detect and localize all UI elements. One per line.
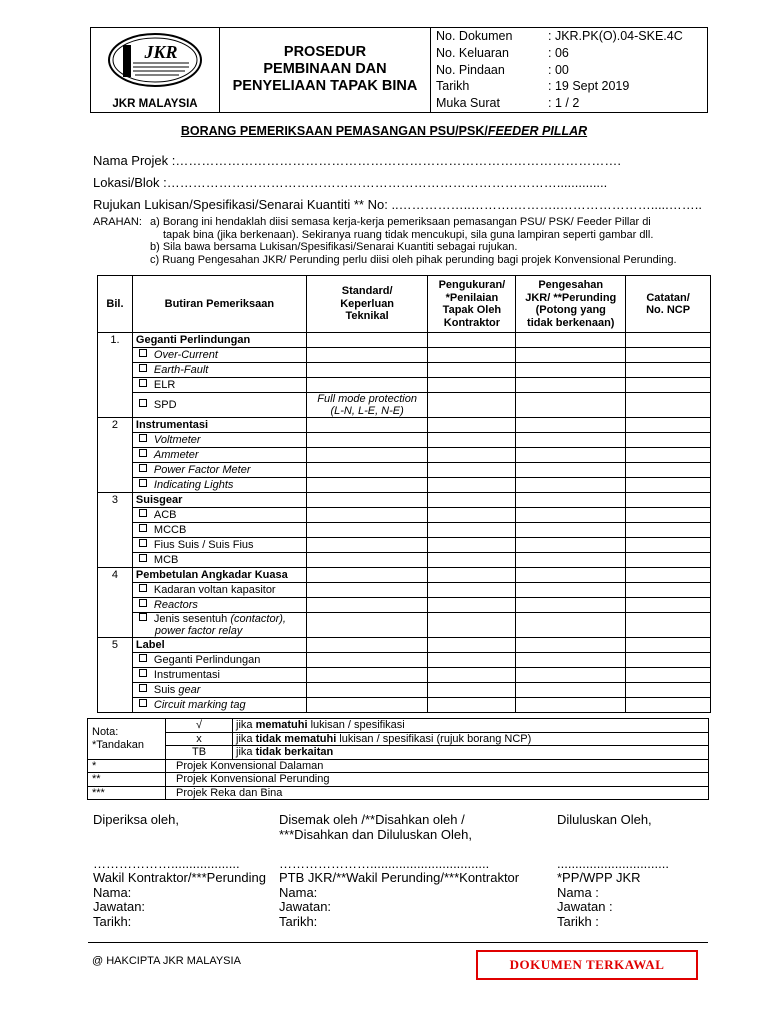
star-symbol: ** bbox=[88, 773, 166, 787]
entry-cell[interactable] bbox=[428, 583, 516, 598]
entry-cell[interactable] bbox=[306, 418, 428, 433]
item-text: Reactors bbox=[153, 599, 198, 611]
entry-cell[interactable] bbox=[428, 613, 516, 638]
checkbox-icon[interactable] bbox=[139, 539, 147, 547]
entry-cell[interactable] bbox=[428, 333, 516, 348]
signature-block-pp: Diluluskan Oleh, ............................... *PP/WPP JKR Nama : Jawatan : Tarikh : bbox=[557, 812, 669, 929]
item-row bbox=[98, 538, 711, 553]
meta-row: No. Keluaran : 06 bbox=[436, 45, 569, 60]
standard-cell[interactable] bbox=[306, 523, 428, 538]
entry-cell[interactable] bbox=[626, 463, 711, 478]
document-meta bbox=[431, 28, 708, 113]
entry-cell[interactable] bbox=[428, 508, 516, 523]
col-catatan: Catatan/ No. NCP bbox=[626, 276, 711, 333]
item-row bbox=[98, 523, 711, 538]
entry-cell[interactable] bbox=[428, 668, 516, 683]
instruction-item: a) Borang ini hendaklah diisi semasa kerja-kerja pemeriksaan pemasangan PSU/ PSK/ Feeder Pillar di bbox=[150, 216, 651, 228]
meta-row: No. Dokumen : JKR.PK(O).04-SKE.4C bbox=[436, 29, 683, 43]
item-row bbox=[98, 478, 711, 493]
item-label[interactable] bbox=[132, 508, 306, 523]
checkbox-icon[interactable] bbox=[139, 654, 147, 662]
group-row bbox=[98, 493, 711, 508]
standard-text: Full mode protection bbox=[317, 393, 417, 405]
item-text: Circuit marking tag bbox=[153, 699, 246, 711]
item-row bbox=[98, 348, 711, 363]
entry-cell[interactable] bbox=[516, 448, 626, 463]
entry-cell[interactable] bbox=[516, 348, 626, 363]
item-text: Geganti Perlindungan bbox=[153, 654, 261, 666]
checkbox-icon[interactable] bbox=[139, 399, 147, 407]
standard-cell[interactable] bbox=[306, 508, 428, 523]
item-text: ACB bbox=[153, 509, 177, 521]
item-label[interactable] bbox=[132, 378, 306, 393]
item-text: Over-Current bbox=[153, 349, 218, 361]
entry-cell[interactable] bbox=[428, 433, 516, 448]
mark-symbol: √ bbox=[166, 719, 233, 733]
col-pengesahan: Pengesahan JKR/ **Perunding (Potong yang tidak berkenaan) bbox=[516, 276, 626, 333]
instruction-item: b) Sila bawa bersama Lukisan/Spesifikasi/Senarai Kuantiti sebagai rujukan. bbox=[150, 241, 518, 253]
standard-cell[interactable] bbox=[306, 378, 428, 393]
standard-cell[interactable] bbox=[306, 668, 428, 683]
entry-cell[interactable] bbox=[428, 538, 516, 553]
mark-desc: jika tidak mematuhi lukisan / spesifikasi (rujuk borang NCP) bbox=[233, 732, 709, 746]
field-nama-projek[interactable]: Nama Projek :…………………………………………………………………………………………. bbox=[93, 153, 621, 168]
entry-cell[interactable] bbox=[306, 638, 428, 653]
entry-cell[interactable] bbox=[626, 553, 711, 568]
nota-table bbox=[87, 718, 709, 800]
standard-cell[interactable] bbox=[306, 698, 428, 713]
item-text: ELR bbox=[153, 379, 176, 391]
signature-nama[interactable]: Nama: bbox=[279, 884, 318, 900]
group-number: 1. bbox=[98, 333, 133, 418]
checkbox-icon[interactable] bbox=[139, 613, 147, 621]
star-symbol: * bbox=[88, 759, 166, 773]
item-row bbox=[98, 683, 711, 698]
entry-cell[interactable] bbox=[516, 508, 626, 523]
entry-cell[interactable] bbox=[626, 668, 711, 683]
title-line: PROSEDUR bbox=[283, 44, 367, 61]
instruction-item: tapak bina (jika berkenaan). Sekiranya ruang tidak mencukupi, sila guna lampiran seperti gambar dll. bbox=[163, 228, 654, 241]
item-text: SPD bbox=[153, 399, 177, 411]
col-pengukuran: Pengukuran/ *Penilaian Tapak Oleh Kontraktor bbox=[428, 276, 516, 333]
signature-line[interactable]: ............................... bbox=[557, 855, 669, 871]
group-title: Pembetulan Angkadar Kuasa bbox=[132, 568, 306, 583]
entry-cell[interactable] bbox=[626, 613, 711, 638]
checkbox-icon[interactable] bbox=[139, 449, 147, 457]
item-text-tail: gear bbox=[178, 684, 201, 696]
entry-cell[interactable] bbox=[626, 638, 711, 653]
item-text: Indicating Lights bbox=[153, 479, 234, 491]
field-rujukan[interactable]: Rujukan Lukisan/Spesifikasi/Senarai Kuantiti ** No: ..……………..……….………..………………….....…….. bbox=[93, 197, 703, 212]
entry-cell[interactable] bbox=[626, 583, 711, 598]
group-title: Suisgear bbox=[132, 493, 306, 508]
entry-cell[interactable] bbox=[428, 448, 516, 463]
item-label[interactable] bbox=[132, 583, 306, 598]
mark-symbol: TB bbox=[166, 746, 233, 760]
entry-cell[interactable] bbox=[626, 523, 711, 538]
standard-cell[interactable] bbox=[306, 553, 428, 568]
title-line: PEMBINAAN DAN bbox=[263, 61, 387, 78]
item-text: Ammeter bbox=[153, 449, 199, 461]
item-text: MCB bbox=[153, 554, 179, 566]
item-text: Fius Suis / Suis Fius bbox=[153, 539, 254, 551]
col-standard: Standard/ Keperluan Teknikal bbox=[306, 276, 428, 333]
item-row bbox=[98, 553, 711, 568]
star-symbol: *** bbox=[88, 786, 166, 800]
checkbox-icon[interactable] bbox=[139, 684, 147, 692]
entry-cell[interactable] bbox=[516, 523, 626, 538]
entry-cell[interactable] bbox=[516, 433, 626, 448]
checkbox-icon[interactable] bbox=[139, 699, 147, 707]
item-text bbox=[154, 613, 286, 625]
org-name: JKR MALAYSIA bbox=[112, 97, 198, 110]
standard-cell[interactable] bbox=[306, 393, 428, 418]
item-row bbox=[98, 393, 711, 418]
item-label[interactable] bbox=[132, 348, 306, 363]
entry-cell[interactable] bbox=[626, 568, 711, 583]
item-row bbox=[98, 448, 711, 463]
item-row bbox=[98, 653, 711, 668]
checkbox-icon[interactable] bbox=[139, 669, 147, 677]
entry-cell[interactable] bbox=[428, 553, 516, 568]
item-label[interactable] bbox=[132, 683, 306, 698]
entry-cell[interactable] bbox=[428, 478, 516, 493]
item-row bbox=[98, 363, 711, 378]
item-label[interactable] bbox=[132, 653, 306, 668]
entry-cell[interactable] bbox=[626, 598, 711, 613]
entry-cell[interactable] bbox=[516, 363, 626, 378]
signature-line[interactable]: ………………................... bbox=[93, 855, 240, 871]
item-label[interactable] bbox=[132, 478, 306, 493]
title-line: PENYELIAAN TAPAK BINA bbox=[232, 78, 418, 95]
jkr-logo-icon bbox=[105, 32, 205, 92]
group-title: Geganti Perlindungan bbox=[132, 333, 306, 348]
entry-cell[interactable] bbox=[626, 538, 711, 553]
item-row bbox=[98, 378, 711, 393]
entry-cell[interactable] bbox=[306, 333, 428, 348]
item-row bbox=[98, 463, 711, 478]
entry-cell[interactable] bbox=[428, 568, 516, 583]
item-label[interactable] bbox=[132, 433, 306, 448]
signature-block-kontraktor: Diperiksa oleh, ………………................... Wakil Kontraktor/***Perunding Nama: Jawatan: Tarikh: bbox=[93, 812, 266, 929]
item-label[interactable] bbox=[132, 538, 306, 553]
entry-cell[interactable] bbox=[428, 463, 516, 478]
procedure-title bbox=[220, 28, 431, 113]
item-text: Power Factor Meter bbox=[153, 464, 251, 476]
copyright: @ HAKCIPTA JKR MALAYSIA bbox=[92, 955, 241, 967]
item-label[interactable] bbox=[132, 523, 306, 538]
entry-cell[interactable] bbox=[516, 393, 626, 418]
signature-nama[interactable]: Nama: bbox=[93, 884, 132, 900]
checkbox-icon[interactable] bbox=[139, 434, 147, 442]
signature-tarikh[interactable]: Tarikh: bbox=[93, 913, 132, 929]
signature-tarikh[interactable]: Tarikh: bbox=[279, 913, 318, 929]
meta-row: Muka Surat : 1 / 2 bbox=[436, 96, 580, 111]
footer-divider bbox=[88, 942, 708, 943]
entry-cell[interactable] bbox=[516, 463, 626, 478]
checkbox-icon[interactable] bbox=[139, 554, 147, 562]
signature-role: PTB JKR/**Wakil Perunding/***Kontraktor bbox=[279, 870, 520, 885]
entry-cell[interactable] bbox=[428, 493, 516, 508]
item-text: Voltmeter bbox=[153, 434, 201, 446]
signature-line[interactable]: …………………................................. bbox=[279, 855, 490, 871]
checkbox-icon[interactable] bbox=[139, 584, 147, 592]
mark-desc: jika tidak berkaitan bbox=[233, 746, 709, 760]
mark-desc: jika mematuhi lukisan / spesifikasi bbox=[233, 719, 709, 733]
entry-cell[interactable] bbox=[428, 393, 516, 418]
logo-cell bbox=[91, 28, 220, 113]
standard-cell[interactable] bbox=[306, 363, 428, 378]
signature-nama[interactable]: Nama : bbox=[557, 884, 599, 900]
item-row bbox=[98, 698, 711, 713]
item-row bbox=[98, 583, 711, 598]
group-row bbox=[98, 333, 711, 348]
instruction-item: c) Ruang Pengesahan JKR/ Perunding perlu diisi oleh pihak perunding bagi projek Konvensional Perunding. bbox=[150, 253, 677, 266]
entry-cell[interactable] bbox=[428, 638, 516, 653]
standard-cell[interactable] bbox=[306, 613, 428, 638]
checkbox-icon[interactable] bbox=[139, 364, 147, 372]
entry-cell[interactable] bbox=[516, 583, 626, 598]
entry-cell[interactable] bbox=[626, 683, 711, 698]
item-text-part: (contactor), bbox=[230, 613, 286, 625]
item-label[interactable] bbox=[132, 598, 306, 613]
entry-cell[interactable] bbox=[626, 418, 711, 433]
entry-cell[interactable] bbox=[516, 668, 626, 683]
group-row bbox=[98, 568, 711, 583]
entry-cell[interactable] bbox=[516, 638, 626, 653]
item-text: Instrumentasi bbox=[153, 669, 220, 681]
checkbox-icon[interactable] bbox=[139, 379, 147, 387]
checkbox-icon[interactable] bbox=[139, 464, 147, 472]
standard-cell[interactable] bbox=[306, 448, 428, 463]
item-text-line2: power factor relay bbox=[154, 625, 243, 637]
item-row bbox=[98, 668, 711, 683]
standard-text: (L-N, L-E, N-E) bbox=[330, 405, 404, 417]
entry-cell[interactable] bbox=[516, 478, 626, 493]
entry-cell[interactable] bbox=[428, 698, 516, 713]
entry-cell[interactable] bbox=[428, 653, 516, 668]
group-row bbox=[98, 638, 711, 653]
entry-cell[interactable] bbox=[428, 363, 516, 378]
entry-cell[interactable] bbox=[516, 598, 626, 613]
star-desc: Projek Reka dan Bina bbox=[166, 786, 709, 800]
checkbox-icon[interactable] bbox=[139, 349, 147, 357]
group-title: Label bbox=[132, 638, 306, 653]
item-text-part: Jenis sesentuh bbox=[153, 613, 231, 625]
entry-cell[interactable] bbox=[516, 683, 626, 698]
standard-cell[interactable] bbox=[306, 583, 428, 598]
signature-jawatan[interactable]: Jawatan: bbox=[279, 899, 332, 914]
entry-cell[interactable] bbox=[516, 698, 626, 713]
item-row bbox=[98, 613, 711, 638]
field-lokasi-blok[interactable]: Lokasi/Blok :……………………………………………………………………………….............. bbox=[93, 175, 608, 190]
entry-cell[interactable] bbox=[516, 493, 626, 508]
group-number: 2 bbox=[98, 418, 133, 493]
entry-cell[interactable] bbox=[516, 378, 626, 393]
item-label[interactable] bbox=[132, 613, 306, 638]
checkbox-icon[interactable] bbox=[139, 479, 147, 487]
entry-cell[interactable] bbox=[428, 683, 516, 698]
standard-cell[interactable] bbox=[306, 463, 428, 478]
meta-row: Tarikh : 19 Sept 2019 bbox=[436, 79, 630, 94]
group-row bbox=[98, 418, 711, 433]
entry-cell[interactable] bbox=[428, 598, 516, 613]
entry-cell[interactable] bbox=[428, 348, 516, 363]
mark-symbol: x bbox=[166, 732, 233, 746]
entry-cell[interactable] bbox=[626, 433, 711, 448]
inspection-table bbox=[97, 275, 711, 713]
item-label[interactable] bbox=[132, 463, 306, 478]
entry-cell[interactable] bbox=[516, 418, 626, 433]
entry-cell[interactable] bbox=[516, 568, 626, 583]
entry-cell[interactable] bbox=[626, 698, 711, 713]
checkbox-icon[interactable] bbox=[139, 509, 147, 517]
entry-cell[interactable] bbox=[306, 493, 428, 508]
star-desc: Projek Konvensional Dalaman bbox=[166, 759, 709, 773]
signature-jawatan[interactable]: Jawatan: bbox=[93, 899, 146, 914]
signature-block-ptb: Disemak oleh /**Disahkan oleh / ***Disahkan dan Diluluskan Oleh, …………………................................. PTB JKR/**Wakil Perunding/***Kontraktor Nama: Jawatan: Tarikh: bbox=[279, 812, 520, 929]
group-number: 4 bbox=[98, 568, 133, 638]
signature-role: *PP/WPP JKR bbox=[557, 870, 641, 885]
item-label[interactable] bbox=[132, 698, 306, 713]
item-row bbox=[98, 508, 711, 523]
entry-cell[interactable] bbox=[626, 653, 711, 668]
instructions-label: ARAHAN: bbox=[93, 216, 142, 228]
standard-cell[interactable] bbox=[306, 478, 428, 493]
entry-cell[interactable] bbox=[626, 508, 711, 523]
col-butiran: Butiran Pemeriksaan bbox=[132, 276, 306, 333]
entry-cell[interactable] bbox=[626, 378, 711, 393]
entry-cell[interactable] bbox=[626, 448, 711, 463]
entry-cell[interactable] bbox=[306, 568, 428, 583]
signature-jawatan[interactable]: Jawatan : bbox=[557, 899, 613, 914]
entry-cell[interactable] bbox=[626, 493, 711, 508]
group-number: 5 bbox=[98, 638, 133, 713]
entry-cell[interactable] bbox=[626, 333, 711, 348]
entry-cell[interactable] bbox=[626, 393, 711, 418]
form-title: BORANG PEMERIKSAAN PEMASANGAN PSU/PSK/FEEDER PILLAR bbox=[180, 124, 588, 138]
svg-text:JKR: JKR bbox=[144, 41, 178, 62]
standard-cell[interactable] bbox=[306, 653, 428, 668]
entry-cell[interactable] bbox=[428, 523, 516, 538]
standard-cell[interactable] bbox=[306, 598, 428, 613]
controlled-document-stamp: DOKUMEN TERKAWAL bbox=[476, 950, 698, 980]
standard-cell[interactable] bbox=[306, 683, 428, 698]
entry-cell[interactable] bbox=[516, 538, 626, 553]
entry-cell[interactable] bbox=[516, 553, 626, 568]
signature-tarikh[interactable]: Tarikh : bbox=[557, 913, 599, 929]
item-text: Earth-Fault bbox=[153, 364, 209, 376]
document-header bbox=[90, 27, 708, 113]
nota-label: Nota: *Tandakan bbox=[88, 719, 166, 760]
item-label[interactable] bbox=[132, 363, 306, 378]
entry-cell[interactable] bbox=[428, 418, 516, 433]
entry-cell[interactable] bbox=[516, 613, 626, 638]
item-row bbox=[98, 598, 711, 613]
standard-cell[interactable] bbox=[306, 348, 428, 363]
item-text: Suis bbox=[153, 684, 179, 696]
group-title: Instrumentasi bbox=[132, 418, 306, 433]
checkbox-icon[interactable] bbox=[139, 524, 147, 532]
signature-role: Wakil Kontraktor/***Perunding bbox=[93, 870, 266, 885]
entry-cell[interactable] bbox=[626, 348, 711, 363]
item-label[interactable] bbox=[132, 553, 306, 568]
col-bil: Bil. bbox=[98, 276, 133, 333]
standard-cell[interactable] bbox=[306, 538, 428, 553]
checkbox-icon[interactable] bbox=[139, 599, 147, 607]
group-number: 3 bbox=[98, 493, 133, 568]
entry-cell[interactable] bbox=[428, 378, 516, 393]
item-row bbox=[98, 433, 711, 448]
entry-cell[interactable] bbox=[516, 653, 626, 668]
entry-cell[interactable] bbox=[626, 363, 711, 378]
item-text: MCCB bbox=[153, 524, 187, 536]
item-text: Kadaran voltan kapasitor bbox=[153, 584, 276, 596]
star-desc: Projek Konvensional Perunding bbox=[166, 773, 709, 787]
entry-cell[interactable] bbox=[516, 333, 626, 348]
item-label[interactable] bbox=[132, 393, 306, 418]
standard-cell[interactable] bbox=[306, 433, 428, 448]
meta-row: No. Pindaan : 00 bbox=[436, 62, 569, 77]
item-label[interactable] bbox=[132, 448, 306, 463]
entry-cell[interactable] bbox=[626, 478, 711, 493]
item-label[interactable] bbox=[132, 668, 306, 683]
